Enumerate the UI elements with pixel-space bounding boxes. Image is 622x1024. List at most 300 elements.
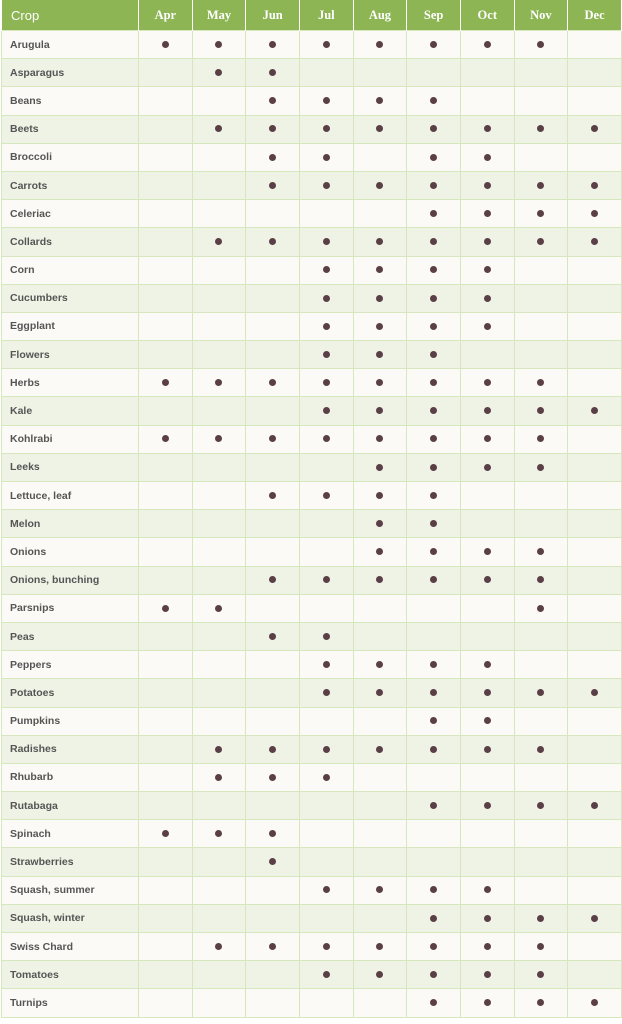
crop-name: Potatoes [2, 679, 139, 707]
dot-icon [215, 69, 222, 76]
month-cell-apr [139, 735, 193, 763]
dot-icon [430, 295, 437, 302]
month-cell-sep [407, 933, 461, 961]
table-row [2, 425, 622, 453]
month-cell-jun [246, 115, 300, 143]
dot-icon [484, 943, 491, 950]
month-cell-sep [407, 848, 461, 876]
month-cell-jul [299, 792, 353, 820]
dot-icon [376, 464, 383, 471]
dot-icon [591, 182, 598, 189]
table-row [2, 933, 622, 961]
crop-name: Herbs [2, 369, 139, 397]
month-cell-jul [299, 115, 353, 143]
dot-icon [215, 605, 222, 612]
month-cell-dec [568, 369, 622, 397]
month-cell-may [192, 31, 246, 59]
month-cell-nov [514, 820, 568, 848]
header-row [2, 0, 622, 31]
table-row [2, 594, 622, 622]
dot-icon [323, 41, 330, 48]
month-cell-apr [139, 341, 193, 369]
month-cell-apr [139, 792, 193, 820]
dot-icon [269, 154, 276, 161]
dot-icon [269, 41, 276, 48]
month-cell-dec [568, 961, 622, 989]
month-cell-aug [353, 594, 407, 622]
dot-icon [430, 379, 437, 386]
dot-icon [430, 154, 437, 161]
month-cell-apr [139, 707, 193, 735]
month-cell-dec [568, 876, 622, 904]
month-cell-dec [568, 622, 622, 650]
table-row [2, 284, 622, 312]
month-cell-nov [514, 538, 568, 566]
month-cell-jun [246, 143, 300, 171]
month-cell-sep [407, 312, 461, 340]
month-cell-aug [353, 510, 407, 538]
month-cell-apr [139, 312, 193, 340]
dot-icon [269, 858, 276, 865]
month-cell-sep [407, 341, 461, 369]
month-cell-oct [460, 312, 514, 340]
month-cell-sep [407, 425, 461, 453]
month-cell-nov [514, 679, 568, 707]
dot-icon [323, 971, 330, 978]
dot-icon [484, 886, 491, 893]
month-cell-apr [139, 200, 193, 228]
month-cell-nov [514, 312, 568, 340]
dot-icon [591, 802, 598, 809]
dot-icon [323, 689, 330, 696]
dot-icon [323, 295, 330, 302]
month-cell-may [192, 397, 246, 425]
table-row [2, 482, 622, 510]
dot-icon [484, 548, 491, 555]
dot-icon [537, 802, 544, 809]
month-cell-jun [246, 848, 300, 876]
dot-icon [430, 41, 437, 48]
dot-icon [323, 886, 330, 893]
dot-icon [323, 774, 330, 781]
month-cell-nov [514, 87, 568, 115]
month-cell-apr [139, 31, 193, 59]
table-body [2, 31, 622, 1018]
month-cell-apr [139, 59, 193, 87]
dot-icon [430, 125, 437, 132]
dot-icon [591, 689, 598, 696]
month-cell-nov [514, 143, 568, 171]
crop-name: Melon [2, 510, 139, 538]
month-cell-oct [460, 989, 514, 1017]
month-cell-sep [407, 115, 461, 143]
month-cell-jul [299, 425, 353, 453]
month-cell-jun [246, 876, 300, 904]
dot-icon [215, 238, 222, 245]
crop-name: Peppers [2, 651, 139, 679]
month-cell-aug [353, 425, 407, 453]
month-cell-apr [139, 961, 193, 989]
month-cell-aug [353, 679, 407, 707]
dot-icon [376, 295, 383, 302]
month-cell-aug [353, 989, 407, 1017]
month-cell-jun [246, 622, 300, 650]
month-cell-apr [139, 622, 193, 650]
month-cell-dec [568, 679, 622, 707]
month-cell-nov [514, 115, 568, 143]
table-row [2, 510, 622, 538]
month-cell-apr [139, 594, 193, 622]
month-cell-may [192, 425, 246, 453]
dot-icon [215, 830, 222, 837]
dot-icon [162, 379, 169, 386]
month-cell-jun [246, 707, 300, 735]
month-cell-may [192, 735, 246, 763]
month-cell-sep [407, 284, 461, 312]
dot-icon [323, 97, 330, 104]
dot-icon [376, 520, 383, 527]
month-cell-nov [514, 425, 568, 453]
month-cell-aug [353, 933, 407, 961]
table-row [2, 369, 622, 397]
month-cell-may [192, 792, 246, 820]
month-cell-jun [246, 171, 300, 199]
month-cell-sep [407, 594, 461, 622]
month-cell-jun [246, 341, 300, 369]
table-row [2, 989, 622, 1017]
month-cell-may [192, 989, 246, 1017]
dot-icon [430, 266, 437, 273]
dot-icon [376, 323, 383, 330]
month-cell-sep [407, 171, 461, 199]
month-header-oct: Oct [460, 0, 514, 31]
table-row [2, 115, 622, 143]
month-cell-nov [514, 735, 568, 763]
month-cell-oct [460, 425, 514, 453]
month-cell-dec [568, 341, 622, 369]
month-cell-may [192, 341, 246, 369]
month-cell-oct [460, 31, 514, 59]
dot-icon [430, 238, 437, 245]
month-cell-sep [407, 566, 461, 594]
month-cell-oct [460, 792, 514, 820]
month-cell-nov [514, 961, 568, 989]
month-cell-may [192, 820, 246, 848]
month-cell-jun [246, 594, 300, 622]
month-cell-jun [246, 679, 300, 707]
month-cell-apr [139, 651, 193, 679]
crop-name: Tomatoes [2, 961, 139, 989]
table-row [2, 566, 622, 594]
month-cell-dec [568, 284, 622, 312]
month-cell-jun [246, 397, 300, 425]
dot-icon [323, 125, 330, 132]
month-cell-aug [353, 961, 407, 989]
dot-icon [269, 435, 276, 442]
dot-icon [430, 689, 437, 696]
crop-name: Rhubarb [2, 763, 139, 791]
table-row [2, 200, 622, 228]
month-cell-may [192, 622, 246, 650]
dot-icon [484, 125, 491, 132]
dot-icon [430, 492, 437, 499]
month-cell-nov [514, 566, 568, 594]
month-cell-apr [139, 115, 193, 143]
dot-icon [269, 69, 276, 76]
dot-icon [376, 125, 383, 132]
dot-icon [537, 464, 544, 471]
table-row [2, 651, 622, 679]
month-cell-jul [299, 482, 353, 510]
month-cell-may [192, 876, 246, 904]
dot-icon [537, 746, 544, 753]
month-cell-nov [514, 792, 568, 820]
month-cell-sep [407, 538, 461, 566]
dot-icon [537, 379, 544, 386]
month-cell-jun [246, 735, 300, 763]
dot-icon [484, 266, 491, 273]
crop-name: Corn [2, 256, 139, 284]
dot-icon [430, 661, 437, 668]
month-cell-apr [139, 453, 193, 481]
month-cell-may [192, 961, 246, 989]
month-cell-nov [514, 622, 568, 650]
dot-icon [323, 435, 330, 442]
month-header-apr: Apr [139, 0, 193, 31]
crop-availability-table [1, 0, 622, 1018]
crop-name: Kale [2, 397, 139, 425]
dot-icon [537, 125, 544, 132]
month-cell-apr [139, 284, 193, 312]
dot-icon [537, 407, 544, 414]
month-cell-may [192, 143, 246, 171]
month-cell-oct [460, 651, 514, 679]
crop-name: Pumpkins [2, 707, 139, 735]
dot-icon [430, 407, 437, 414]
month-cell-jun [246, 453, 300, 481]
dot-icon [215, 41, 222, 48]
table-row [2, 59, 622, 87]
crop-name: Broccoli [2, 143, 139, 171]
dot-icon [430, 999, 437, 1006]
dot-icon [269, 125, 276, 132]
month-header-sep: Sep [407, 0, 461, 31]
table-row [2, 228, 622, 256]
month-cell-sep [407, 876, 461, 904]
month-cell-dec [568, 171, 622, 199]
table-row [2, 707, 622, 735]
month-cell-nov [514, 651, 568, 679]
dot-icon [591, 915, 598, 922]
month-cell-dec [568, 594, 622, 622]
month-cell-may [192, 679, 246, 707]
table-row [2, 341, 622, 369]
month-cell-aug [353, 87, 407, 115]
month-cell-sep [407, 369, 461, 397]
month-cell-apr [139, 397, 193, 425]
month-cell-aug [353, 848, 407, 876]
month-cell-nov [514, 59, 568, 87]
month-cell-aug [353, 228, 407, 256]
month-cell-aug [353, 876, 407, 904]
month-cell-sep [407, 763, 461, 791]
month-cell-may [192, 594, 246, 622]
month-header-aug: Aug [353, 0, 407, 31]
dot-icon [484, 689, 491, 696]
month-cell-dec [568, 651, 622, 679]
dot-icon [430, 435, 437, 442]
dot-icon [484, 154, 491, 161]
dot-icon [537, 238, 544, 245]
month-cell-dec [568, 566, 622, 594]
dot-icon [323, 266, 330, 273]
month-cell-nov [514, 200, 568, 228]
dot-icon [376, 689, 383, 696]
month-cell-sep [407, 143, 461, 171]
dot-icon [323, 492, 330, 499]
month-cell-jun [246, 904, 300, 932]
month-cell-dec [568, 115, 622, 143]
crop-name: Celeriac [2, 200, 139, 228]
dot-icon [430, 886, 437, 893]
month-cell-may [192, 115, 246, 143]
dot-icon [323, 661, 330, 668]
month-cell-jul [299, 707, 353, 735]
month-cell-dec [568, 904, 622, 932]
month-cell-jul [299, 341, 353, 369]
month-cell-jul [299, 538, 353, 566]
month-cell-aug [353, 763, 407, 791]
month-cell-nov [514, 594, 568, 622]
crop-name: Eggplant [2, 312, 139, 340]
dot-icon [484, 915, 491, 922]
dot-icon [484, 210, 491, 217]
month-cell-dec [568, 228, 622, 256]
crop-name: Squash, winter [2, 904, 139, 932]
month-cell-dec [568, 707, 622, 735]
month-cell-jun [246, 763, 300, 791]
crop-name: Squash, summer [2, 876, 139, 904]
month-cell-jul [299, 510, 353, 538]
dot-icon [162, 605, 169, 612]
dot-icon [484, 182, 491, 189]
dot-icon [430, 351, 437, 358]
month-cell-aug [353, 341, 407, 369]
month-cell-may [192, 87, 246, 115]
crop-name: Arugula [2, 31, 139, 59]
dot-icon [323, 154, 330, 161]
dot-icon [430, 971, 437, 978]
dot-icon [162, 830, 169, 837]
month-cell-aug [353, 143, 407, 171]
crop-column-header: Crop [2, 0, 139, 31]
dot-icon [591, 210, 598, 217]
table-row [2, 679, 622, 707]
dot-icon [430, 323, 437, 330]
month-cell-nov [514, 482, 568, 510]
month-cell-jul [299, 651, 353, 679]
month-cell-may [192, 538, 246, 566]
month-cell-jul [299, 622, 353, 650]
dot-icon [376, 661, 383, 668]
month-cell-aug [353, 820, 407, 848]
crop-name: Leeks [2, 453, 139, 481]
month-cell-sep [407, 200, 461, 228]
table-row [2, 820, 622, 848]
month-cell-jun [246, 989, 300, 1017]
dot-icon [376, 576, 383, 583]
dot-icon [376, 41, 383, 48]
month-cell-aug [353, 707, 407, 735]
dot-icon [591, 407, 598, 414]
dot-icon [591, 999, 598, 1006]
dot-icon [376, 266, 383, 273]
month-cell-jul [299, 594, 353, 622]
month-cell-jun [246, 200, 300, 228]
month-cell-oct [460, 171, 514, 199]
month-cell-oct [460, 115, 514, 143]
crop-name: Rutabaga [2, 792, 139, 820]
month-cell-oct [460, 961, 514, 989]
month-cell-jun [246, 482, 300, 510]
month-cell-sep [407, 453, 461, 481]
month-cell-aug [353, 735, 407, 763]
dot-icon [215, 746, 222, 753]
month-cell-dec [568, 989, 622, 1017]
dot-icon [537, 689, 544, 696]
month-cell-jul [299, 87, 353, 115]
month-cell-jul [299, 566, 353, 594]
month-cell-nov [514, 453, 568, 481]
dot-icon [376, 943, 383, 950]
table-row [2, 763, 622, 791]
dot-icon [323, 943, 330, 950]
crop-name: Lettuce, leaf [2, 482, 139, 510]
dot-icon [537, 182, 544, 189]
month-cell-nov [514, 31, 568, 59]
month-cell-oct [460, 200, 514, 228]
dot-icon [215, 125, 222, 132]
month-cell-may [192, 256, 246, 284]
table-row [2, 538, 622, 566]
table-row [2, 397, 622, 425]
month-cell-jun [246, 566, 300, 594]
month-cell-oct [460, 566, 514, 594]
month-cell-sep [407, 792, 461, 820]
month-cell-oct [460, 735, 514, 763]
crop-name: Swiss Chard [2, 933, 139, 961]
month-cell-dec [568, 397, 622, 425]
month-cell-nov [514, 510, 568, 538]
month-cell-oct [460, 933, 514, 961]
month-cell-apr [139, 820, 193, 848]
month-cell-oct [460, 284, 514, 312]
crop-name: Asparagus [2, 59, 139, 87]
dot-icon [484, 407, 491, 414]
month-cell-jul [299, 59, 353, 87]
month-cell-oct [460, 594, 514, 622]
dot-icon [269, 774, 276, 781]
month-cell-jun [246, 651, 300, 679]
month-cell-aug [353, 312, 407, 340]
crop-name: Carrots [2, 171, 139, 199]
month-cell-sep [407, 707, 461, 735]
dot-icon [376, 886, 383, 893]
month-cell-jul [299, 228, 353, 256]
month-cell-jul [299, 679, 353, 707]
month-cell-jul [299, 143, 353, 171]
month-cell-dec [568, 143, 622, 171]
